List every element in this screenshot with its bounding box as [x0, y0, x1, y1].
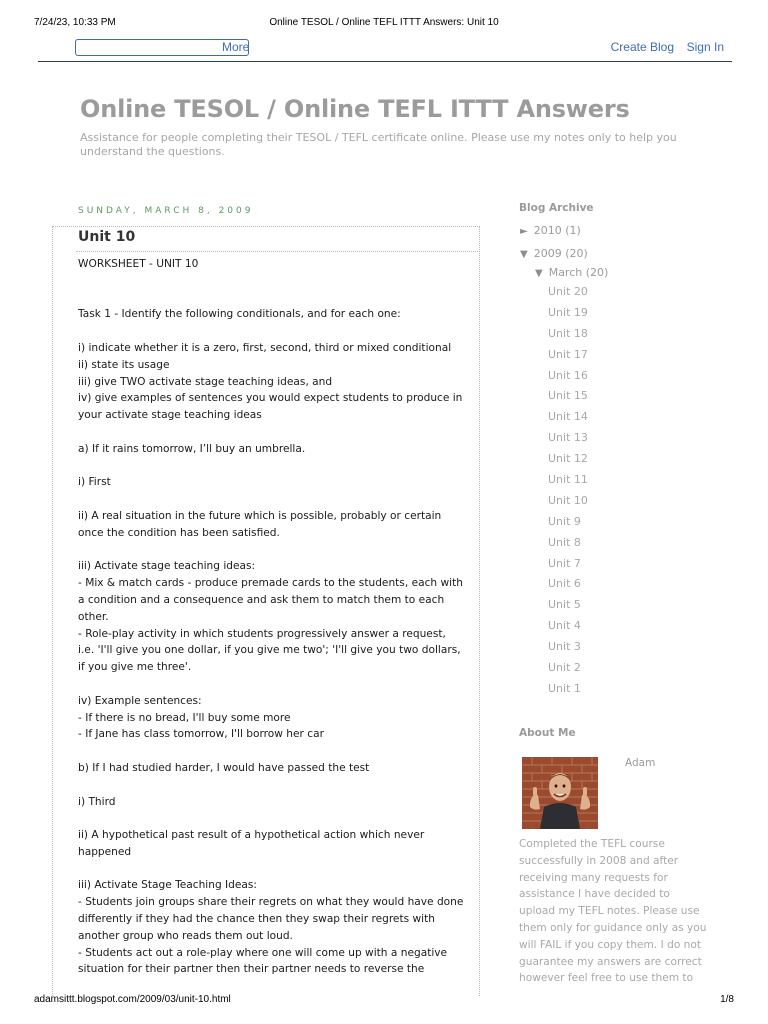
post-body-line	[78, 743, 473, 760]
archive-post-link[interactable]: Unit 16	[548, 368, 588, 382]
post-body-line: if you give me three'.	[78, 661, 192, 674]
archive-post-link[interactable]: Unit 8	[548, 535, 581, 549]
more-link[interactable]: More	[222, 40, 250, 54]
about-me-line: assistance I have decided to	[519, 888, 670, 901]
archive-year-label[interactable]: 2009 (20)	[533, 247, 588, 260]
blog-archive-heading: Blog Archive	[519, 202, 594, 214]
archive-post-link[interactable]: Unit 20	[548, 285, 588, 298]
archive-post-link[interactable]: Unit 3	[548, 640, 581, 654]
archive-post-link[interactable]: Unit 1	[548, 681, 581, 695]
archive-post-link[interactable]: Unit 5	[548, 598, 581, 612]
post-body-line: WORKSHEET - UNIT 10	[78, 258, 199, 270]
archive-post-link[interactable]: Unit 2	[548, 661, 581, 675]
post-body-line: i) First	[78, 476, 111, 489]
post-body-line	[78, 323, 473, 340]
about-me-line: however feel free to use them to	[519, 972, 694, 985]
archive-post-link[interactable]: Unit 15	[548, 389, 588, 403]
post-body-line	[78, 676, 473, 693]
post-body-line: happened	[78, 845, 132, 858]
expand-arrow-icon[interactable]: ►	[520, 226, 528, 237]
post-body-line	[78, 458, 473, 475]
archive-post-list	[548, 285, 588, 703]
post-body-line: i.e. 'I'll give you one dollar, if you give me two'; 'I'll give you two dollars,	[78, 644, 461, 657]
archive-post-link[interactable]: Unit 9	[548, 514, 581, 528]
post-body-line: - Role-play activity in which students progressively answer a request,	[78, 627, 446, 640]
about-me-line: successfully in 2008 and after	[519, 854, 679, 867]
post-body-line: once the condition has been satisfied.	[78, 526, 280, 539]
create-blog-link[interactable]: Create Blog	[610, 40, 674, 54]
print-url: adamsittt.blogspot.com/2009/03/unit-10.html	[34, 994, 231, 1005]
sign-in-link[interactable]: Sign In	[686, 40, 724, 54]
post-body-line: - If there is no bread, I'll buy some more	[78, 711, 291, 724]
post-body-line	[78, 273, 473, 290]
post-body-line: iv) Example sentences:	[78, 694, 202, 707]
post-body-line: ii) state its usage	[78, 358, 170, 371]
author-name-link[interactable]: Adam	[625, 757, 656, 769]
about-me-line: receiving many requests for	[519, 871, 668, 884]
archive-year-label[interactable]: 2010 (1)	[533, 224, 581, 237]
frame-border-right	[479, 227, 480, 996]
post-body-line: b) If I had studied harder, I would have passed the test	[78, 761, 370, 774]
print-page-number: 1/8	[720, 994, 734, 1005]
about-me-line: upload my TEFL notes. Please use	[519, 905, 700, 918]
post-body-line: your activate stage teaching ideas	[78, 409, 262, 422]
archive-post-link[interactable]: Unit 18	[548, 326, 588, 340]
post-body-line: iii) Activate Stage Teaching Ideas:	[78, 879, 258, 892]
about-me-heading: About Me	[519, 727, 576, 739]
post-body-line: i) indicate whether it is a zero, first, second, third or mixed conditional	[78, 341, 452, 354]
post-body-line: differently if they had the chance then they swap their regrets with	[78, 913, 435, 926]
post-body	[78, 256, 473, 978]
post-body-line	[78, 777, 473, 794]
post-body-line: iv) give examples of sentences you would expect students to produce in	[78, 392, 463, 405]
blogger-navbar	[38, 38, 732, 62]
print-page-title: Online TESOL / Online TEFL ITTT Answers: Unit 10	[269, 17, 499, 28]
archive-month-march[interactable]	[535, 266, 608, 279]
archive-post-link[interactable]: Unit 12	[548, 452, 588, 466]
post-body-line	[78, 810, 473, 827]
collapse-arrow-icon[interactable]: ▼	[535, 268, 543, 279]
archive-post-link[interactable]: Unit 17	[548, 347, 588, 361]
print-date: 7/24/23, 10:33 PM	[34, 17, 116, 28]
about-me-line: will FAIL if you copy them. I do not	[519, 938, 702, 951]
avatar[interactable]	[522, 757, 598, 829]
about-me-text	[519, 836, 724, 987]
author-photo	[522, 757, 598, 829]
post-body-line: - If Jane has class tomorrow, I'll borrow her car	[78, 728, 324, 741]
about-me-line: guarantee my answers are correct	[519, 955, 702, 968]
title-divider	[76, 251, 480, 252]
blog-title[interactable]: Online TESOL / Online TEFL ITTT Answers	[80, 95, 630, 123]
archive-post-link[interactable]: Unit 19	[548, 305, 588, 319]
archive-post-link[interactable]: Unit 14	[548, 410, 588, 424]
post-body-line	[78, 542, 473, 559]
post-body-line: Task 1 - Identify the following conditionals, and for each one:	[78, 308, 401, 321]
archive-month-label[interactable]: March (20)	[548, 266, 609, 279]
collapse-arrow-icon[interactable]: ▼	[520, 249, 528, 260]
archive-year-2009[interactable]	[520, 247, 588, 260]
archive-post-link[interactable]: Unit 11	[548, 473, 588, 487]
post-body-line: another group who reads them out loud.	[78, 929, 293, 942]
archive-post-link[interactable]: Unit 6	[548, 577, 581, 591]
post-body-line: iii) Activate stage teaching ideas:	[78, 560, 256, 573]
post-body-line: iii) give TWO activate stage teaching ideas, and	[78, 375, 333, 388]
post-body-line	[78, 861, 473, 878]
archive-post-link[interactable]: Unit 10	[548, 493, 588, 507]
archive-post-link[interactable]: Unit 4	[548, 619, 581, 633]
archive-post-link[interactable]: Unit 13	[548, 431, 588, 445]
post-body-line: a) If it rains tomorrow, I’ll buy an umbrella.	[78, 442, 306, 455]
about-me-line: them only for guidance only as you	[519, 921, 707, 934]
print-header	[34, 17, 734, 31]
post-body-line: ii) A real situation in the future which is possible, probably or certain	[78, 509, 442, 522]
archive-year-2010[interactable]	[520, 224, 581, 237]
post-body-line: ii) A hypothetical past result of a hypothetical action which never	[78, 829, 425, 842]
print-footer	[34, 994, 734, 1008]
post-body-line: a condition and a consequence and ask them to match them to each	[78, 593, 445, 606]
post-body-line	[78, 491, 473, 508]
post-body-line: other.	[78, 610, 109, 623]
post-body-line	[78, 290, 473, 307]
post-body-line: - Mix & match cards - produce premade cards to the students, each with	[78, 577, 463, 590]
post-date: SUNDAY, MARCH 8, 2009	[78, 206, 254, 216]
post-title[interactable]: Unit 10	[78, 229, 136, 245]
post-body-line: - Students join groups share their regrets on what they would have done	[78, 896, 464, 909]
blog-description: Assistance for people completing their TESOL / TEFL certificate online. Please use my notes only to help you understand the questions.	[80, 131, 677, 158]
frame-border-left	[52, 227, 53, 996]
about-me-line: Completed the TEFL course	[519, 838, 665, 850]
post-body-line: i) Third	[78, 795, 116, 808]
post-body-line	[78, 424, 473, 441]
post-body-line: - Students act out a role-play where one will come up with a negative	[78, 946, 448, 959]
post-body-line: situation for their partner then their partner needs to reverse the	[78, 963, 425, 976]
archive-post-link[interactable]: Unit 7	[548, 556, 581, 570]
